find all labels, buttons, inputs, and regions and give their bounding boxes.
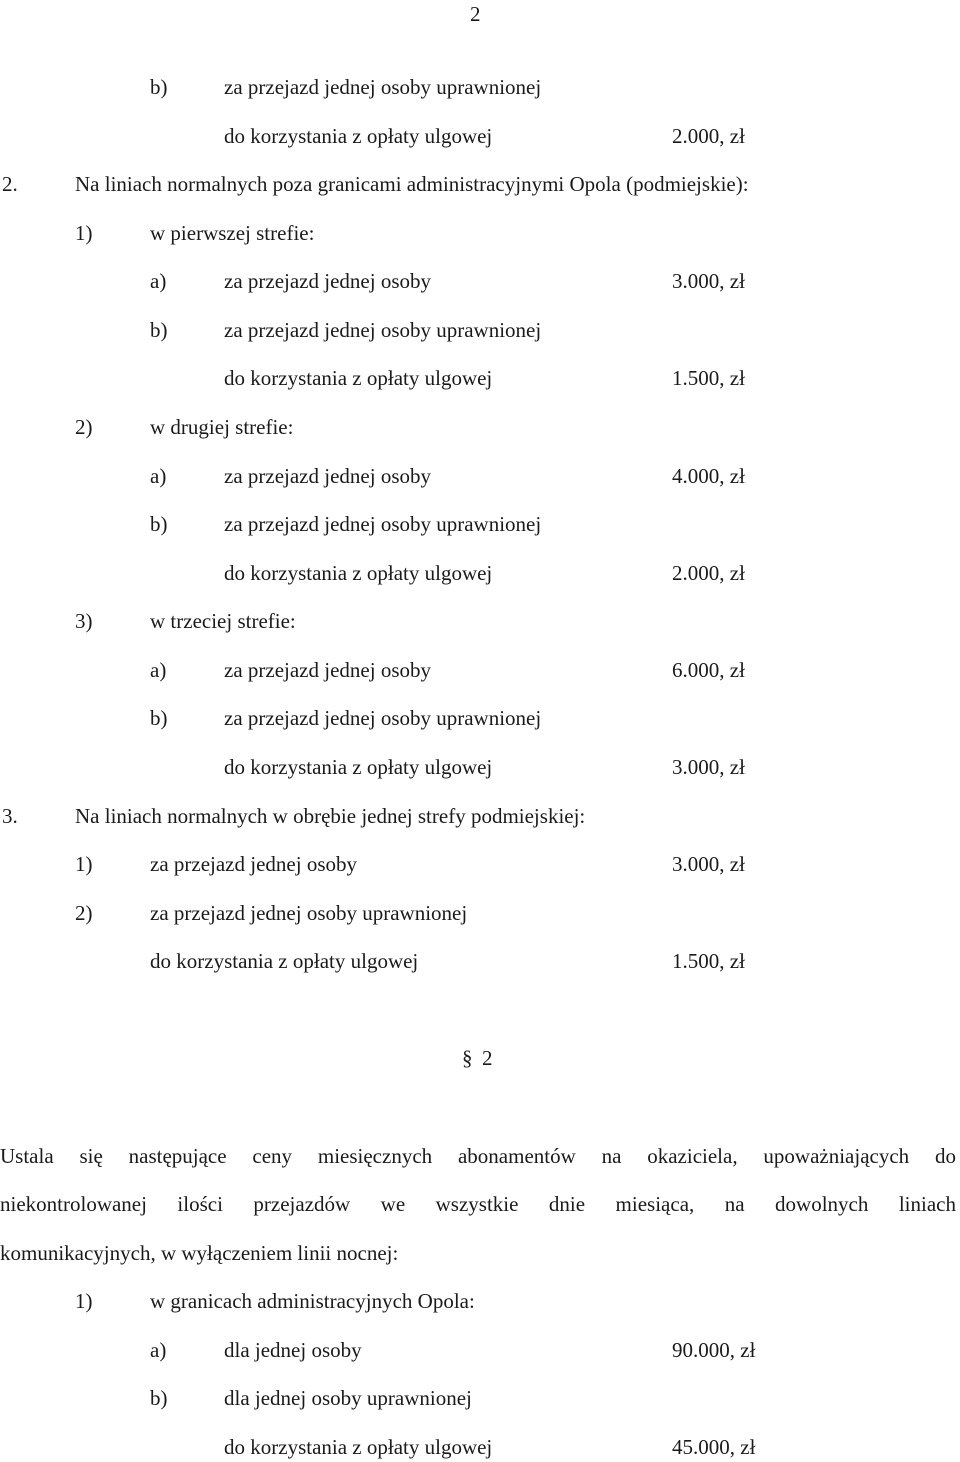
item-number: 2) <box>75 901 93 925</box>
item-text: za przejazd jednej osoby uprawnionej <box>150 901 468 925</box>
paragraph-body-line: niekontrolowanej ilości przejazdów we wszystkie dnie miesiąca, na dowolnych liniach <box>0 1192 956 1216</box>
zone-label: w drugiej strefie: <box>150 415 294 439</box>
item-label: b) <box>150 706 168 730</box>
item-text: za przejazd jednej osoby uprawnionej <box>224 318 542 342</box>
price: 2.000, zł <box>672 124 745 148</box>
item-number: 1) <box>75 852 93 876</box>
item-label: a) <box>150 1338 167 1362</box>
item-label: b) <box>150 512 168 536</box>
item-text: za przejazd jednej osoby <box>150 852 357 876</box>
price: 3.000, zł <box>672 269 745 293</box>
item-label: b) <box>150 318 168 342</box>
section-heading: Na liniach normalnych w obrębie jednej strefy podmiejskiej: <box>75 804 586 828</box>
item-label: a) <box>150 269 167 293</box>
price: 90.000, zł <box>672 1338 756 1362</box>
item-text: do korzystania z opłaty ulgowej <box>224 1435 493 1459</box>
price: 1.500, zł <box>672 366 745 390</box>
zone-number: 2) <box>75 415 93 439</box>
item-text: do korzystania z opłaty ulgowej <box>150 949 419 973</box>
item-text: za przejazd jednej osoby <box>224 269 431 293</box>
section-number: 2. <box>2 172 18 196</box>
price: 3.000, zł <box>672 852 745 876</box>
paragraph-number: 2 <box>482 1046 493 1070</box>
item-number: 1) <box>75 1289 93 1313</box>
item-label: b) <box>150 1386 168 1410</box>
price: 45.000, zł <box>672 1435 756 1459</box>
price: 6.000, zł <box>672 658 745 682</box>
section-number: 3. <box>2 804 18 828</box>
item-text: do korzystania z opłaty ulgowej <box>224 561 493 585</box>
paragraph-body-line: Ustala się następujące ceny miesięcznych abonamentów na okaziciela, upoważniających do <box>0 1144 956 1168</box>
item-text: dla jednej osoby uprawnionej <box>224 1386 472 1410</box>
item-text: za przejazd jednej osoby <box>224 658 431 682</box>
item-text: do korzystania z opłaty ulgowej <box>224 755 493 779</box>
price: 2.000, zł <box>672 561 745 585</box>
zone-label: w pierwszej strefie: <box>150 221 315 245</box>
page-number: 2 <box>470 2 481 26</box>
paragraph-body-line: komunikacyjnych, w wyłączeniem linii nocnej: <box>0 1241 399 1265</box>
item-text: do korzystania z opłaty ulgowej <box>224 124 493 148</box>
price: 3.000, zł <box>672 755 745 779</box>
paragraph-symbol: § <box>462 1046 473 1070</box>
item-label: w granicach administracyjnych Opola: <box>150 1289 475 1313</box>
zone-number: 1) <box>75 221 93 245</box>
zone-label: w trzeciej strefie: <box>150 609 296 633</box>
item-label: a) <box>150 658 167 682</box>
item-text: za przejazd jednej osoby uprawnionej <box>224 75 542 99</box>
price: 4.000, zł <box>672 464 745 488</box>
item-text: do korzystania z opłaty ulgowej <box>224 366 493 390</box>
item-label: a) <box>150 464 167 488</box>
item-text: za przejazd jednej osoby uprawnionej <box>224 706 542 730</box>
item-label: b) <box>150 75 168 99</box>
item-text: dla jednej osoby <box>224 1338 362 1362</box>
section-heading: Na liniach normalnych poza granicami administracyjnymi Opola (podmiejskie): <box>75 172 749 196</box>
item-text: za przejazd jednej osoby <box>224 464 431 488</box>
zone-number: 3) <box>75 609 93 633</box>
price: 1.500, zł <box>672 949 745 973</box>
item-text: za przejazd jednej osoby uprawnionej <box>224 512 542 536</box>
